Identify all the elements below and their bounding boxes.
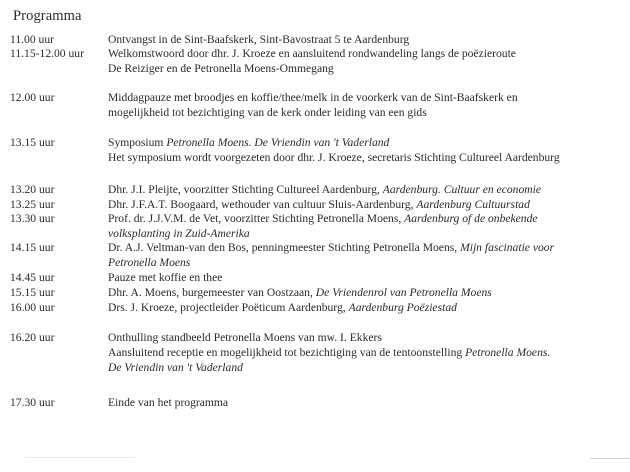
title-text: Mijn fascinatie voor — [460, 241, 555, 254]
program-description — [108, 151, 560, 165]
title-text: Aardenburg Cultuurstad — [416, 198, 530, 211]
description-text: De Reiziger en de Petronella Moens-Ommegang — [108, 61, 334, 75]
program-description — [108, 271, 222, 285]
program-time: 15.15 uur — [10, 286, 55, 299]
program-time: 13.30 uur — [10, 212, 55, 225]
program-description — [108, 331, 382, 345]
program-time: 12.00 uur — [10, 91, 55, 104]
program-description — [108, 198, 530, 212]
program-description — [108, 301, 457, 315]
title-text: Petronella Moens. — [465, 345, 551, 359]
description-text: Dhr. J.I. Pleijte, voorzitter Stichting Cultureel Aardenburg, — [108, 183, 383, 196]
program-time: 14.45 uur — [10, 271, 55, 284]
program-description — [108, 183, 541, 197]
description-text: Middagpauze met broodjes en koffie/thee/melk in de voorkerk van de Sint-Baafskerk en — [108, 91, 518, 104]
description-text: Aansluitend receptie en mogelijkheid tot bezichtiging van de tentoonstelling — [108, 345, 466, 359]
program-time: 17.30 uur — [10, 396, 55, 409]
program-time: 14.15 uur — [10, 241, 55, 254]
title-text: Petronella Moens — [108, 255, 191, 269]
program-description — [108, 241, 554, 255]
scan-artifact — [590, 458, 630, 459]
description-text: Symposium — [108, 136, 167, 149]
description-text: Het symposium wordt voorgezeten door dhr. J. Kroeze, secretaris Stichting Cultureel Aardenburg — [108, 150, 560, 164]
title-text: volksplanting in Zuid-Amerika — [108, 226, 250, 240]
program-description — [108, 346, 550, 360]
title-text: De Vriendin van 't Vaderland — [108, 360, 243, 374]
program-description — [108, 256, 190, 270]
description-text: Dhr. A. Moens, burgemeester van Oostzaan, — [108, 286, 316, 299]
description-text: Einde van het programma — [108, 396, 229, 409]
description-text: Ontvangst in de Sint-Baafskerk, Sint-Bavostraat 5 te Aardenburg — [108, 33, 410, 46]
program-time: 13.20 uur — [10, 183, 55, 196]
program-time: 13.15 uur — [10, 136, 55, 149]
title-text: De Vriendenrol van Petronella Moens — [315, 286, 492, 299]
program-time: 16.00 uur — [10, 301, 55, 314]
program-description — [108, 33, 409, 47]
program-time: 11.15-12.00 uur — [10, 47, 84, 60]
description-text: Prof. dr. J.J.V.M. de Vet, voorzitter Stichting Petronella Moens, — [108, 212, 405, 225]
program-time: 13.25 uur — [10, 198, 55, 211]
description-text: mogelijkheid tot bezichtiging van de kerk onder leiding van een gids — [108, 105, 427, 119]
description-text: Dr. A.J. Veltman-van den Bos, penningmeester Stichting Petronella Moens, — [108, 241, 461, 254]
title-text: Aardenburg of de onbekende — [404, 212, 538, 225]
page-heading: Programma — [13, 8, 82, 24]
program-description — [108, 212, 538, 226]
program-description — [108, 227, 250, 241]
title-text: Aardenburg. Cultuur en economie — [382, 183, 541, 196]
program-description — [108, 106, 427, 120]
description-text: Welkomstwoord door dhr. J. Kroeze en aansluitend rondwandeling langs de poëzieroute — [108, 47, 516, 60]
scan-artifact — [25, 457, 135, 458]
program-description — [108, 396, 228, 410]
description-text: Drs. J. Kroeze, projectleider Poëticum Aardenburg, — [108, 301, 349, 314]
program-description — [108, 62, 334, 76]
program-time: 11.00 uur — [10, 33, 55, 46]
program-description — [108, 47, 516, 61]
program-description — [108, 136, 389, 150]
program-description — [108, 91, 518, 105]
description-text: Pauze met koffie en thee — [108, 271, 223, 284]
title-text: Petronella Moens. De Vriendin van 't Vaderland — [166, 136, 390, 149]
description-text: Dhr. J.F.A.T. Boogaard, wethouder van cultuur Sluis-Aardenburg, — [108, 198, 417, 211]
program-time: 16.20 uur — [10, 331, 55, 344]
description-text: Onthulling standbeeld Petronella Moens van mw. I. Ekkers — [108, 331, 382, 344]
program-description — [108, 361, 243, 375]
program-description — [108, 286, 492, 300]
title-text: Aardenburg Poëziestad — [348, 301, 457, 314]
